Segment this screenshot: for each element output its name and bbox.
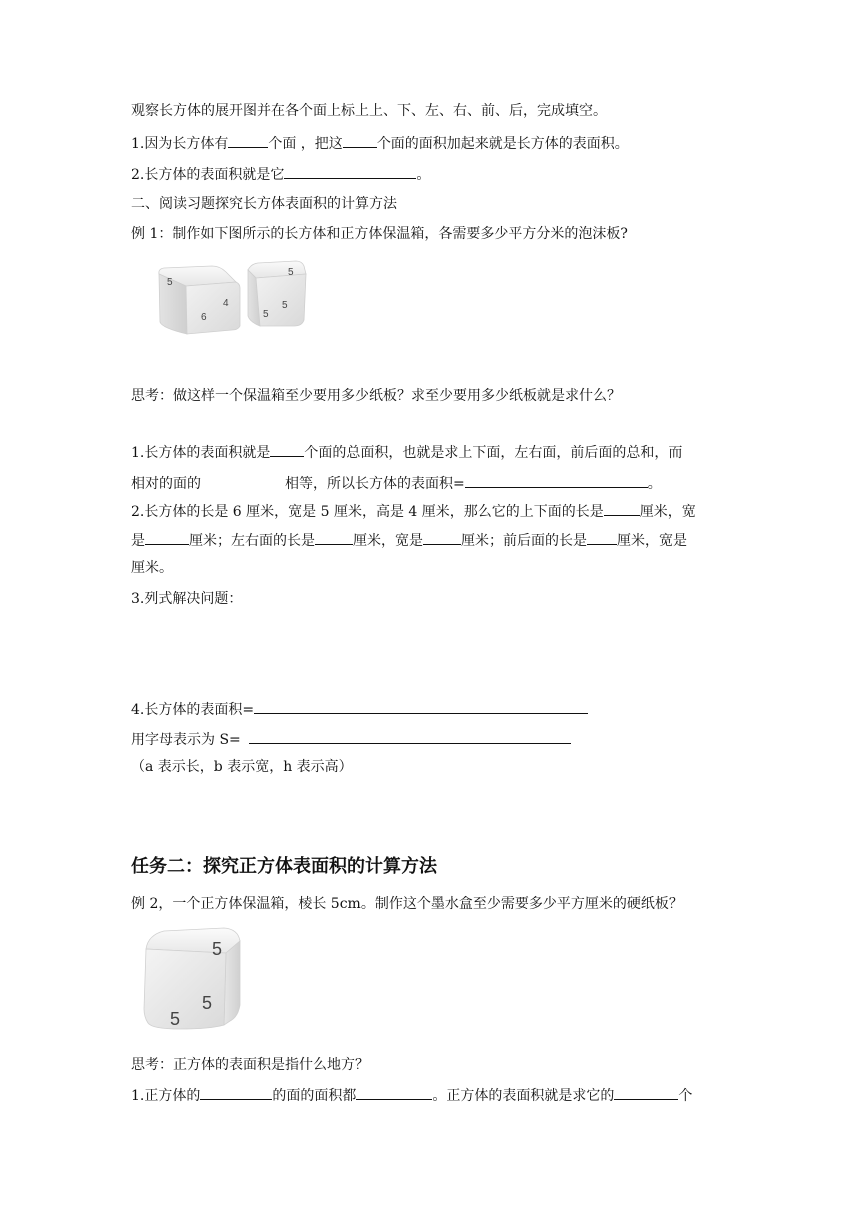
point-3: 3.列式解决问题： (131, 591, 243, 607)
cuboid-label-right: 4 (223, 298, 229, 309)
point-4: 4.长方体的表面积= (131, 698, 588, 720)
point-2-end: 厘米。 (131, 560, 173, 576)
point-1: 1.长方体的表面积就是 个面的总面积，也就是求上下面，左右面，前后面的总和，而 (131, 441, 682, 463)
blank[interactable] (343, 132, 377, 148)
foam-box-figure-2 (140, 925, 244, 1035)
blank[interactable] (465, 472, 648, 488)
blank[interactable] (249, 728, 571, 744)
blank[interactable] (356, 1084, 432, 1100)
task-2-heading: 任务二：探究正方体表面积的计算方法 (131, 856, 437, 877)
cube-label-right: 5 (282, 300, 288, 311)
foam-box-figure-1 (156, 258, 316, 338)
point-5: 用字母表示为 S= (131, 728, 571, 750)
blank[interactable] (423, 529, 461, 545)
blank[interactable] (614, 1084, 678, 1100)
cube-label-front: 5 (263, 309, 269, 320)
blank[interactable] (145, 529, 189, 545)
blank[interactable] (228, 132, 268, 148)
blank[interactable] (254, 698, 588, 714)
think-2: 思考：正方体的表面积是指什么地方？ (131, 1057, 369, 1073)
think-1: 思考：做这样一个保温箱至少要用多少纸板？求至少要用多少纸板就是求什么？ (131, 388, 621, 404)
blank[interactable] (315, 529, 353, 545)
cuboid-label-top: 5 (167, 277, 173, 288)
blank[interactable] (587, 529, 617, 545)
blank[interactable] (604, 500, 640, 516)
intro-text: 观察长方体的展开图并在各个面上标上上、下、左、右、前、后，完成填空。 (131, 103, 607, 119)
variable-note: （a 表示长，b 表示宽，h 表示高） (131, 759, 353, 775)
cuboid-label-front: 6 (201, 312, 207, 323)
example-1: 例 1：制作如下图所示的长方体和正方体保温箱，各需要多少平方分米的泡沫板? (131, 226, 628, 242)
blank[interactable] (284, 163, 416, 179)
cube-box (248, 261, 306, 326)
question-1: 1.因为长方体有 个面 ，把这 个面的面积加起来就是长方体的表面积。 (131, 132, 629, 154)
point-1-continued: 相对的面的 相等，所以长方体的表面积= 。 (131, 472, 662, 494)
blank[interactable] (200, 1084, 272, 1100)
blank[interactable] (270, 441, 304, 457)
point-2: 2.长方体的长是 6 厘米，宽是 5 厘米，高是 4 厘米，那么它的上下面的长是 厘米，宽 (131, 500, 696, 522)
section-heading-2: 二、阅读习题探究长方体表面积的计算方法 (131, 196, 397, 212)
cube-large-label-top: 5 (212, 939, 223, 959)
cube-box-large (144, 928, 240, 1029)
cube-point-1: 1.正方体的 的面的面积都 。正方体的表面积就是求它的 个 (131, 1084, 692, 1106)
cube-label-top: 5 (288, 267, 294, 278)
point-2-continued: 是 厘米；左右面的长是 厘米，宽是 厘米；前后面的长是 厘米，宽是 (131, 529, 687, 551)
example-2: 例 2，一个正方体保温箱，棱长 5cm。制作这个墨水盒至少需要多少平方厘米的硬纸板？ (131, 896, 683, 912)
cube-large-label-right: 5 (202, 993, 213, 1013)
cube-large-label-front: 5 (170, 1009, 181, 1029)
cuboid-box (159, 266, 240, 334)
question-2: 2.长方体的表面积就是它 。 (131, 163, 430, 185)
